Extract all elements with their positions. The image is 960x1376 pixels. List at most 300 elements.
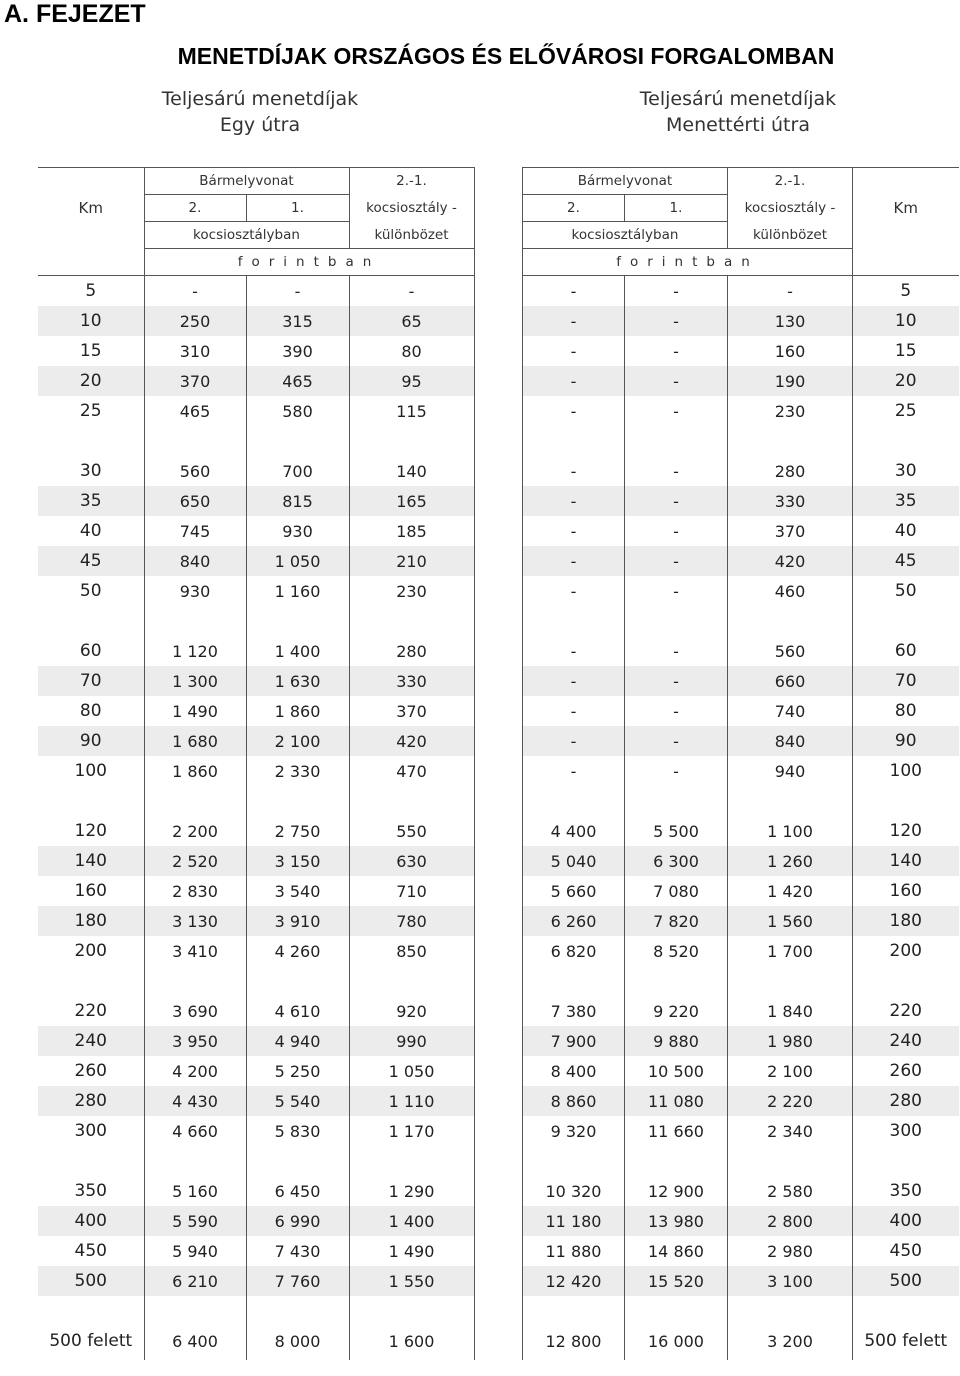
gap-cell <box>349 1146 474 1176</box>
km-cell: 500 <box>38 1266 144 1296</box>
table-row <box>38 1266 474 1296</box>
class1-fare-cell: 2 330 <box>246 756 349 786</box>
class2-fare-cell: 1 860 <box>144 756 246 786</box>
gap-cell <box>523 786 625 816</box>
class-diff-cell: 165 <box>349 486 474 516</box>
class1-fare-cell: 580 <box>246 396 349 426</box>
left-heading-line2: Egy útra <box>219 114 301 136</box>
table-row <box>523 1056 959 1086</box>
class2-fare-cell: 560 <box>144 456 246 486</box>
class-diff-cell: 2 980 <box>728 1236 853 1266</box>
table-row <box>523 1326 959 1356</box>
class-diff-cell: 420 <box>728 546 853 576</box>
end-cell <box>625 1356 728 1360</box>
km-cell: 280 <box>853 1086 959 1116</box>
gap-cell <box>625 1146 728 1176</box>
class1-header: 1. <box>246 195 349 222</box>
table-row <box>38 726 474 756</box>
class2-fare-cell: 4 660 <box>144 1116 246 1146</box>
table-row <box>523 726 959 756</box>
class-diff-cell: 370 <box>349 696 474 726</box>
class2-fare-cell: - <box>523 696 625 726</box>
class2-fare-cell: 2 520 <box>144 846 246 876</box>
class1-fare-cell: - <box>625 666 728 696</box>
class-diff-cell: 920 <box>349 996 474 1026</box>
class2-fare-cell: 840 <box>144 546 246 576</box>
class1-fare-cell: 700 <box>246 456 349 486</box>
class2-fare-cell: 10 320 <box>523 1176 625 1206</box>
gap-cell <box>728 786 853 816</box>
km-cell: 400 <box>853 1206 959 1236</box>
class-diff-cell: 2 580 <box>728 1176 853 1206</box>
gap-cell <box>144 426 246 456</box>
class2-header: 2. <box>144 195 246 222</box>
class1-fare-cell: 390 <box>246 336 349 366</box>
class2-fare-cell: 11 880 <box>523 1236 625 1266</box>
class-diff-cell: 330 <box>349 666 474 696</box>
class2-fare-cell: 650 <box>144 486 246 516</box>
table-row <box>38 546 474 576</box>
class-diff-cell: 130 <box>728 306 853 336</box>
class2-fare-cell: 8 400 <box>523 1056 625 1086</box>
km-cell: 180 <box>853 906 959 936</box>
class1-fare-cell: 1 160 <box>246 576 349 606</box>
table-row <box>38 1116 474 1146</box>
class1-fare-cell: - <box>625 516 728 546</box>
class2-fare-cell: - <box>144 276 246 307</box>
class-diff-cell: 80 <box>349 336 474 366</box>
table-row <box>38 396 474 426</box>
class2-header: 2. <box>523 195 625 222</box>
km-cell: 70 <box>853 666 959 696</box>
class2-fare-cell: - <box>523 516 625 546</box>
table-row <box>523 1206 959 1236</box>
class2-fare-cell: - <box>523 546 625 576</box>
class2-fare-cell: 3 690 <box>144 996 246 1026</box>
gap-cell <box>625 786 728 816</box>
table-row <box>38 1056 474 1086</box>
class-diff-cell: 420 <box>349 726 474 756</box>
gap-cell <box>349 786 474 816</box>
class1-fare-cell: 4 940 <box>246 1026 349 1056</box>
class-diff-cell: 1 700 <box>728 936 853 966</box>
km-cell: 20 <box>853 366 959 396</box>
gap-cell <box>625 1296 728 1326</box>
table-row <box>523 636 959 666</box>
class2-fare-cell: - <box>523 666 625 696</box>
class1-fare-cell: 15 520 <box>625 1266 728 1296</box>
table-row <box>38 636 474 666</box>
km-cell: 20 <box>38 366 144 396</box>
class1-fare-cell: - <box>625 546 728 576</box>
table-row <box>523 756 959 786</box>
class-diff-cell: 1 550 <box>349 1266 474 1296</box>
gap-cell <box>349 1296 474 1326</box>
table-row <box>38 306 474 336</box>
class1-fare-cell: - <box>625 366 728 396</box>
km-cell: 25 <box>894 401 917 421</box>
class-diff-cell: 1 600 <box>349 1326 474 1356</box>
km-cell: 160 <box>889 881 922 901</box>
class2-fare-cell: 930 <box>144 576 246 606</box>
km-cell: 450 <box>38 1236 144 1266</box>
end-cell <box>38 1356 144 1360</box>
class1-fare-cell: 13 980 <box>625 1206 728 1236</box>
class1-fare-cell: 6 990 <box>246 1206 349 1236</box>
km-cell: 260 <box>38 1056 144 1086</box>
class-diff-cell: 1 400 <box>349 1206 474 1236</box>
end-cell <box>246 1356 349 1360</box>
gap-cell <box>625 426 728 456</box>
km-cell: 60 <box>894 641 917 661</box>
class2-fare-cell: 3 130 <box>144 906 246 936</box>
km-cell: 100 <box>38 756 144 786</box>
km-cell: 50 <box>38 576 144 606</box>
gap-cell <box>144 786 246 816</box>
km-cell: 60 <box>38 636 144 666</box>
right-heading-line1: Teljesárú menetdíjak <box>639 88 837 110</box>
class-diff-cell: 2 220 <box>728 1086 853 1116</box>
gap-cell <box>144 606 246 636</box>
table-row <box>523 306 959 336</box>
class-diff-cell: 65 <box>349 306 474 336</box>
gap-cell <box>523 1296 625 1326</box>
km-cell: 30 <box>894 461 917 481</box>
class-diff-cell: 115 <box>349 396 474 426</box>
table-row <box>38 366 474 396</box>
class1-fare-cell: 3 150 <box>246 846 349 876</box>
chapter-heading: A. FEJEZET <box>4 0 146 28</box>
class1-fare-cell: 2 750 <box>246 816 349 846</box>
table-row <box>523 456 959 486</box>
class1-fare-cell: 7 430 <box>246 1236 349 1266</box>
km-cell: 80 <box>894 701 917 721</box>
table-row <box>38 516 474 546</box>
km-cell: 300 <box>889 1121 922 1141</box>
gap-cell <box>523 606 625 636</box>
right-heading-line2: Menettérti útra <box>666 114 810 136</box>
page-title: MENETDÍJAK ORSZÁGOS ÉS ELŐVÁROSI FORGALOMBAN <box>177 43 835 69</box>
table-row <box>523 666 959 696</box>
class-diff-cell: 2 100 <box>728 1056 853 1086</box>
gap-cell <box>728 1296 853 1326</box>
class-diff-cell: 230 <box>728 396 853 426</box>
class2-fare-cell: 12 420 <box>523 1266 625 1296</box>
gap-cell <box>246 606 349 636</box>
class-diff-cell: 140 <box>349 456 474 486</box>
end-cell <box>349 1356 474 1360</box>
class2-fare-cell: 6 400 <box>144 1326 246 1356</box>
table-row <box>523 876 959 906</box>
class-diff-cell: 280 <box>349 636 474 666</box>
km-cell: 260 <box>889 1061 922 1081</box>
km-cell: 40 <box>894 521 917 541</box>
table-row <box>523 516 959 546</box>
class1-fare-cell: - <box>625 456 728 486</box>
end-cell <box>144 1356 246 1360</box>
class2-fare-cell: - <box>523 306 625 336</box>
class1-fare-cell: 5 540 <box>246 1086 349 1116</box>
class2-fare-cell: - <box>523 396 625 426</box>
km-cell: 120 <box>38 816 144 846</box>
table-row <box>38 1086 474 1116</box>
table-row <box>523 336 959 366</box>
class1-fare-cell: - <box>625 696 728 726</box>
class-diff-cell: 460 <box>728 576 853 606</box>
class-diff-cell: - <box>728 276 853 307</box>
class-diff-cell: 710 <box>349 876 474 906</box>
class-diff-cell: 190 <box>728 366 853 396</box>
gap-cell <box>523 426 625 456</box>
gap-cell <box>38 1296 144 1326</box>
class-diff-cell: - <box>349 276 474 307</box>
class2-fare-cell: - <box>523 486 625 516</box>
class-diff-cell: 470 <box>349 756 474 786</box>
class2-fare-cell: 1 490 <box>144 696 246 726</box>
class2-fare-cell: 11 180 <box>523 1206 625 1236</box>
table-row <box>523 906 959 936</box>
gap-cell <box>853 1146 959 1176</box>
class2-fare-cell: 6 260 <box>523 906 625 936</box>
class-diff-cell: 660 <box>728 666 853 696</box>
table-row <box>523 366 959 396</box>
class-diff-cell: 1 260 <box>728 846 853 876</box>
km-cell: 35 <box>38 486 144 516</box>
table-row <box>38 576 474 606</box>
km-cell: 70 <box>38 666 144 696</box>
table-row <box>38 486 474 516</box>
diff-header-line3: különbözet <box>728 222 853 249</box>
class2-fare-cell: - <box>523 276 625 307</box>
km-cell: 500 felett <box>38 1326 144 1356</box>
class2-fare-cell: 1 120 <box>144 636 246 666</box>
gap-cell <box>246 786 349 816</box>
km-cell: 5 <box>900 281 912 301</box>
class1-fare-cell: 2 100 <box>246 726 349 756</box>
class2-fare-cell: 6 210 <box>144 1266 246 1296</box>
km-cell: 450 <box>889 1241 922 1261</box>
class-diff-cell: 1 420 <box>728 876 853 906</box>
end-cell <box>853 1356 959 1360</box>
gap-cell <box>523 966 625 996</box>
gap-cell <box>728 606 853 636</box>
class2-fare-cell: 4 200 <box>144 1056 246 1086</box>
table-row <box>38 1026 474 1056</box>
km-cell: 350 <box>889 1181 922 1201</box>
table-row <box>523 276 959 307</box>
class1-fare-cell: 7 820 <box>625 906 728 936</box>
gap-cell <box>246 966 349 996</box>
km-cell: 100 <box>889 761 922 781</box>
class-diff-cell: 2 340 <box>728 1116 853 1146</box>
table-row <box>38 276 474 307</box>
table-row <box>523 486 959 516</box>
class1-fare-cell: 8 520 <box>625 936 728 966</box>
km-cell: 220 <box>889 1001 922 1021</box>
class2-fare-cell: 8 860 <box>523 1086 625 1116</box>
class1-fare-cell: 5 830 <box>246 1116 349 1146</box>
km-cell: 45 <box>38 546 144 576</box>
class-diff-cell: 3 100 <box>728 1266 853 1296</box>
gap-cell <box>853 1296 959 1326</box>
table-row <box>523 1026 959 1056</box>
gap-cell <box>349 606 474 636</box>
table-row <box>523 816 959 846</box>
gap-cell <box>38 1146 144 1176</box>
class2-fare-cell: 5 040 <box>523 846 625 876</box>
diff-header-line1: 2.-1. <box>728 168 853 195</box>
class-diff-cell: 740 <box>728 696 853 726</box>
class-diff-cell: 630 <box>349 846 474 876</box>
class1-fare-cell: - <box>625 486 728 516</box>
gap-cell <box>853 426 959 456</box>
class1-fare-cell: - <box>625 726 728 756</box>
km-cell: 500 felett <box>864 1331 948 1351</box>
table-row <box>38 876 474 906</box>
class1-fare-cell: - <box>246 276 349 307</box>
class2-fare-cell: 5 940 <box>144 1236 246 1266</box>
table-row <box>38 456 474 486</box>
km-cell: 15 <box>38 336 144 366</box>
class1-fare-cell: 11 080 <box>625 1086 728 1116</box>
class2-fare-cell: 250 <box>144 306 246 336</box>
table-row <box>523 1176 959 1206</box>
class1-fare-cell: 3 910 <box>246 906 349 936</box>
class-diff-cell: 330 <box>728 486 853 516</box>
left-heading-line1: Teljesárú menetdíjak <box>161 88 359 110</box>
table-row <box>38 936 474 966</box>
class1-fare-cell: 8 000 <box>246 1326 349 1356</box>
in-class-header: kocsiosztályban <box>523 222 728 249</box>
class1-fare-cell: 6 300 <box>625 846 728 876</box>
class1-fare-cell: 6 450 <box>246 1176 349 1206</box>
km-cell: 10 <box>38 306 144 336</box>
table-row <box>38 336 474 366</box>
class2-fare-cell: 465 <box>144 396 246 426</box>
class2-fare-cell: - <box>523 366 625 396</box>
class2-fare-cell: 3 410 <box>144 936 246 966</box>
gap-cell <box>38 786 144 816</box>
diff-header-line3: különbözet <box>349 222 474 249</box>
gap-cell <box>144 1146 246 1176</box>
forint-unit-label: forintban <box>144 249 474 276</box>
class1-fare-cell: 7 760 <box>246 1266 349 1296</box>
class2-fare-cell: 3 950 <box>144 1026 246 1056</box>
class-diff-cell: 990 <box>349 1026 474 1056</box>
class2-fare-cell: - <box>523 636 625 666</box>
table-row <box>523 1116 959 1146</box>
gap-cell <box>246 426 349 456</box>
gap-cell <box>853 606 959 636</box>
class1-fare-cell: 10 500 <box>625 1056 728 1086</box>
table-row <box>523 996 959 1026</box>
gap-cell <box>853 966 959 996</box>
table-row <box>523 1266 959 1296</box>
gap-cell <box>728 1146 853 1176</box>
class1-fare-cell: 1 630 <box>246 666 349 696</box>
class1-fare-cell: 315 <box>246 306 349 336</box>
diff-header-line2: kocsiosztály - <box>349 195 474 222</box>
gap-cell <box>523 1146 625 1176</box>
km-cell: 300 <box>38 1116 144 1146</box>
class-diff-cell: 95 <box>349 366 474 396</box>
class-diff-cell: 1 050 <box>349 1056 474 1086</box>
km-cell: 40 <box>38 516 144 546</box>
table-row <box>523 696 959 726</box>
class1-fare-cell: 14 860 <box>625 1236 728 1266</box>
class2-fare-cell: 1 680 <box>144 726 246 756</box>
class-diff-cell: 160 <box>728 336 853 366</box>
table-row <box>38 816 474 846</box>
km-cell: 160 <box>38 876 144 906</box>
class-diff-cell: 780 <box>349 906 474 936</box>
km-cell: 400 <box>38 1206 144 1236</box>
diff-header-line1: 2.-1. <box>349 168 474 195</box>
class-diff-cell: 560 <box>728 636 853 666</box>
table-row <box>38 666 474 696</box>
table-row <box>523 396 959 426</box>
class2-fare-cell: 9 320 <box>523 1116 625 1146</box>
km-cell: 140 <box>853 846 959 876</box>
class-diff-cell: 1 290 <box>349 1176 474 1206</box>
class1-fare-cell: - <box>625 276 728 307</box>
diff-header-line2: kocsiosztály - <box>728 195 853 222</box>
class1-fare-cell: - <box>625 576 728 606</box>
km-header-blank <box>853 249 959 276</box>
km-cell: 220 <box>38 996 144 1026</box>
class1-fare-cell: 9 880 <box>625 1026 728 1056</box>
class2-fare-cell: 7 900 <box>523 1026 625 1056</box>
return-fare-table <box>522 167 959 1360</box>
class2-fare-cell: - <box>523 336 625 366</box>
any-train-header: Bármelyvonat <box>523 168 728 195</box>
gap-cell <box>38 966 144 996</box>
class-diff-cell: 185 <box>349 516 474 546</box>
class2-fare-cell: - <box>523 456 625 486</box>
class-diff-cell: 1 840 <box>728 996 853 1026</box>
table-row <box>523 576 959 606</box>
class2-fare-cell: 7 380 <box>523 996 625 1026</box>
km-header-blank <box>38 249 144 276</box>
km-cell: 90 <box>38 726 144 756</box>
km-cell: 50 <box>894 581 917 601</box>
table-row <box>38 696 474 726</box>
class1-fare-cell: 11 660 <box>625 1116 728 1146</box>
end-cell <box>523 1356 625 1360</box>
km-cell: 15 <box>894 341 917 361</box>
class-diff-cell: 1 110 <box>349 1086 474 1116</box>
end-cell <box>728 1356 853 1360</box>
class-diff-cell: 840 <box>728 726 853 756</box>
right-table-heading <box>588 86 888 138</box>
class1-fare-cell: 930 <box>246 516 349 546</box>
class1-fare-cell: 7 080 <box>625 876 728 906</box>
class-diff-cell: 850 <box>349 936 474 966</box>
in-class-header: kocsiosztályban <box>144 222 349 249</box>
table-row <box>38 1176 474 1206</box>
km-cell: 30 <box>38 456 144 486</box>
table-row <box>38 1326 474 1356</box>
gap-cell <box>246 1146 349 1176</box>
class2-fare-cell: 4 430 <box>144 1086 246 1116</box>
table-row <box>38 996 474 1026</box>
class1-fare-cell: 4 260 <box>246 936 349 966</box>
km-header: Km <box>38 168 144 249</box>
km-cell: 240 <box>853 1026 959 1056</box>
class1-fare-cell: - <box>625 306 728 336</box>
gap-cell <box>728 966 853 996</box>
class2-fare-cell: 5 660 <box>523 876 625 906</box>
